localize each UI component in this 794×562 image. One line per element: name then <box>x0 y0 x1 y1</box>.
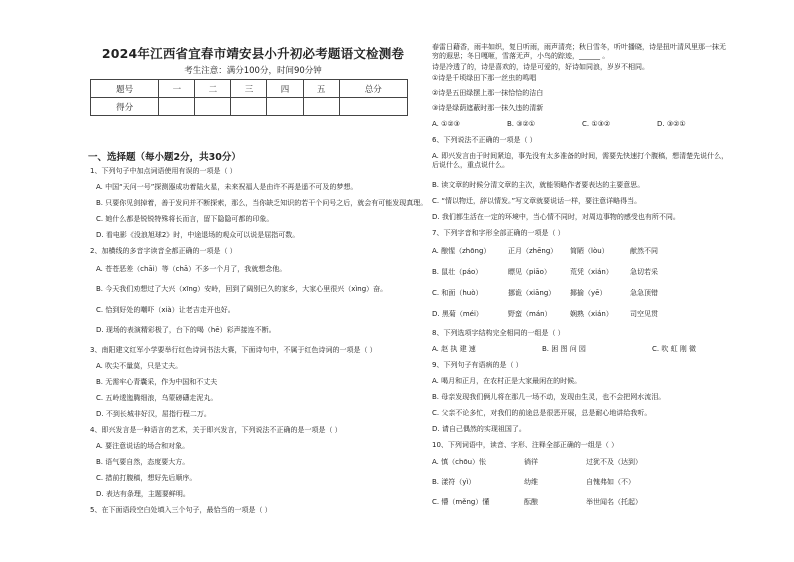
option-line: D. 看电影《没浪旭球2》时，中途退场的观众可以说是屈指可数。 <box>96 231 300 239</box>
option-choice: D. 黑菊（méi） <box>432 310 483 318</box>
score-cell[interactable] <box>195 98 231 116</box>
q10-options-c <box>432 498 642 507</box>
option-line: B. 只要你见剑掉着，善于发问并不断探索，那么，当你缺乏知识的若干个问号之后，就会有可能发现真理。 <box>96 199 428 207</box>
option-line: D. 表达有条理，主题要鲜明。 <box>96 490 190 498</box>
option-line: B. 母亲发现我们俩儿将在那几一场不动，发现由生灵，也不会把网水流泪。 <box>432 393 666 401</box>
option-choice: 自愧弗如（不） <box>586 478 635 486</box>
option-choice: B. 鼠壮（páo） <box>432 268 483 276</box>
option-line: D. 现场的表演精彩极了，台下的喝（hē）彩声接连不断。 <box>96 326 276 334</box>
option-line: A. 苍苍恶差（chāi）等（chā）不多一个月了，我就想念他。 <box>96 265 287 273</box>
question-line: 2、加横线的多音字读音全都正确的一项是（ ） <box>90 247 237 255</box>
option-choice: 瞟见（piāo） <box>508 268 551 276</box>
option-line: A. 要注意说话的场合和对象。 <box>96 442 190 450</box>
option-line: C. “情以物迁，辞以情发。”写文章就要说话一样，要注意详略得当。 <box>432 197 642 205</box>
score-row-label: 得分 <box>91 98 159 116</box>
option-line: C. 五岭逶迤腾细浪，乌蒙磅礴走泥丸。 <box>96 394 218 402</box>
option-choice: A. 酿惺（zhōng） <box>432 247 491 255</box>
option-choice: 急急顶错 <box>630 289 658 297</box>
q7-options-d <box>432 310 658 319</box>
option-line: D. 请自己偶然的实现祖国了。 <box>432 425 526 433</box>
option-line: D. 不到长城非好汉，屈指行程二万。 <box>96 410 211 418</box>
option-choice: 幼维 <box>524 478 538 486</box>
option-choice: 正月（zhēng） <box>508 247 558 255</box>
score-table-score-row <box>91 98 408 116</box>
option-choice: 荒凭（xián） <box>570 268 613 276</box>
option-choice: C. ①③② <box>582 120 611 128</box>
option-line: C. 她什么都是锐锐特殊将长而言，留下隐隐可都的印象。 <box>96 215 274 223</box>
question-line: 6、下列说法不正确的一项是（ ） <box>432 136 537 144</box>
option-line: A. 喝月和正月，在农村正是大家最闲在的时候。 <box>432 377 582 385</box>
score-header-cell: 三 <box>231 80 267 98</box>
option-choice: B. ③②① <box>507 120 536 128</box>
option-choice: 司空见贯 <box>630 310 658 318</box>
option-choice: D. ③②① <box>657 120 686 128</box>
page-title: 2024年江西省宜春市靖安县小升初必考题语文检测卷 <box>101 46 405 61</box>
score-cell[interactable] <box>231 98 267 116</box>
option-line: C. 措前打腹稿，想好先后顺序。 <box>96 474 197 482</box>
option-line: A. 即兴发言由于时间紧迫，事先没有太多准备的时间，需要先快速打个腹稿，想清楚先说什么，后说什么，重点说什么。 <box>432 152 729 169</box>
score-cell[interactable] <box>159 98 195 116</box>
option-choice: 急切若采 <box>630 268 658 276</box>
passage-text: 春雷日藉香，雨丰如织，复日听雨，雨声清亮；秋日雪冬，听叶播晓，诗是扭叶清风里那一抹无穷的遐思；冬日嘎咂，雪落无声，小鸟的踪迹，______ 。 <box>432 43 726 60</box>
option-choice: 过犹不及（达到） <box>586 458 642 466</box>
score-cell[interactable] <box>303 98 339 116</box>
question-line: 8、下列选项字结构完全相同的一组是（ ） <box>432 329 565 337</box>
question-line: 7、下列字音和字形全部正确的一项是（ ） <box>432 229 565 237</box>
score-table <box>90 79 408 116</box>
question-line: 9、下列句子有语病的是（ ） <box>432 361 523 369</box>
option-line: B. 读文章的时候分清文章的主次，就能领略作者要表达的主要意思。 <box>432 181 645 189</box>
q10-options-b <box>432 478 635 487</box>
option-line: B. 无需牢心青囊采，作为中国和不丈夫 <box>96 378 218 386</box>
option-choice: A. 慎（chōu）怅 <box>432 458 487 466</box>
option-choice: 野蛮（mán） <box>508 310 552 318</box>
option-choice: 揶揄（yē） <box>570 289 607 297</box>
option-line: D. 我们都生活在一定的环境中，当心情不同时，对周边事物的感受也有所不同。 <box>432 213 680 221</box>
option-choice: 献然不同 <box>630 247 658 255</box>
option-choice: C. 和面（huò） <box>432 289 483 297</box>
option-line: C. 恰到好处的嘲吓（xià）让老吉走开也好。 <box>96 306 235 314</box>
option-choice: B. 漾符（yì） <box>432 478 476 486</box>
passage-sentence: ②诗是五田绿摆上那一抹恰恰的洁白 <box>432 89 544 97</box>
question-line: 4、即兴发言是一种语言的艺术，关于即兴发言，下列说法不正确的是一项是（ ） <box>90 426 342 434</box>
question-line: 10、下列词语中，读音、字形、注释全部正确的一组是（ ） <box>432 441 619 449</box>
option-choice: 徜徉 <box>524 458 538 466</box>
question-line: 5、在下面语段空白处填入三个句子，最恰当的一项是（ ） <box>90 506 272 514</box>
question-line: 1、下列句子中加点词语使用有误的一项是（ ） <box>90 167 237 175</box>
option-choice: 酝酿 <box>524 498 538 506</box>
score-cell[interactable] <box>267 98 303 116</box>
q7-options-c <box>432 289 658 298</box>
option-line: B. 今天我们劝想过了大兴（xīng）安岭，回到了阔别已久的家乡，大家心里很兴（xìng）奋。 <box>96 285 388 293</box>
score-header-cell: 题号 <box>91 80 159 98</box>
option-choice: 举世闻名（托起） <box>586 498 642 506</box>
option-choice: 简陋（lòu） <box>570 247 609 255</box>
option-choice: A. ①②③ <box>432 120 460 128</box>
score-table-header-row <box>91 80 408 98</box>
passage-sentence: ①诗是千顷绿田下那一丝虫的鸣唱 <box>432 74 537 82</box>
passage-text: 诗是冷透了的，诗是喜欢的，诗是可爱的，好诗如同浪，岁岁不相同。 <box>432 63 649 71</box>
option-choice: A. 赵 执 建 速 <box>432 345 476 353</box>
option-choice: C. 懵（měng）懂 <box>432 498 490 506</box>
q10-options-a <box>432 458 642 467</box>
option-line: A. 吹尖不量莫，只是丈夫。 <box>96 362 183 370</box>
option-choice: B. 困 图 问 园 <box>542 345 586 353</box>
option-line: B. 语气要自然，态度要大方。 <box>96 458 190 466</box>
score-header-cell: 四 <box>267 80 303 98</box>
option-choice: 挪诡（xiāng） <box>508 289 556 297</box>
q8-options <box>432 345 696 354</box>
score-cell[interactable] <box>339 98 407 116</box>
section-heading: 一、选择题（每小题2分，共30分） <box>88 152 241 163</box>
option-line: C. 父亲不论多忙，对我们的前途总是很恶开展，总是耐心地讲给我听。 <box>432 409 652 417</box>
passage-sentence: ③诗是绿荫遮蔽时那一抹久违的清新 <box>432 104 544 112</box>
score-header-cell: 总分 <box>339 80 407 98</box>
option-choice: 娴熟（xián） <box>570 310 613 318</box>
q7-options-b <box>432 268 658 277</box>
option-line: A. 中国“天问一号”探测器成功着陆火星，未来祝福人是由许不再是遥不可及的梦想。 <box>96 183 358 191</box>
score-header-cell: 二 <box>195 80 231 98</box>
q5-options <box>432 120 686 129</box>
q7-options-a <box>432 247 658 256</box>
question-line: 3、南阳建文红军小学要举行红色诗词书法大赛，下面诗句中，不属于红色诗词的一项是（ ） <box>90 346 377 354</box>
score-header-cell: 一 <box>159 80 195 98</box>
exam-notice: 考生注意：满分100分，时间90分钟 <box>184 66 322 76</box>
option-choice: C. 吹 虹 刚 微 <box>652 345 697 353</box>
score-header-cell: 五 <box>303 80 339 98</box>
